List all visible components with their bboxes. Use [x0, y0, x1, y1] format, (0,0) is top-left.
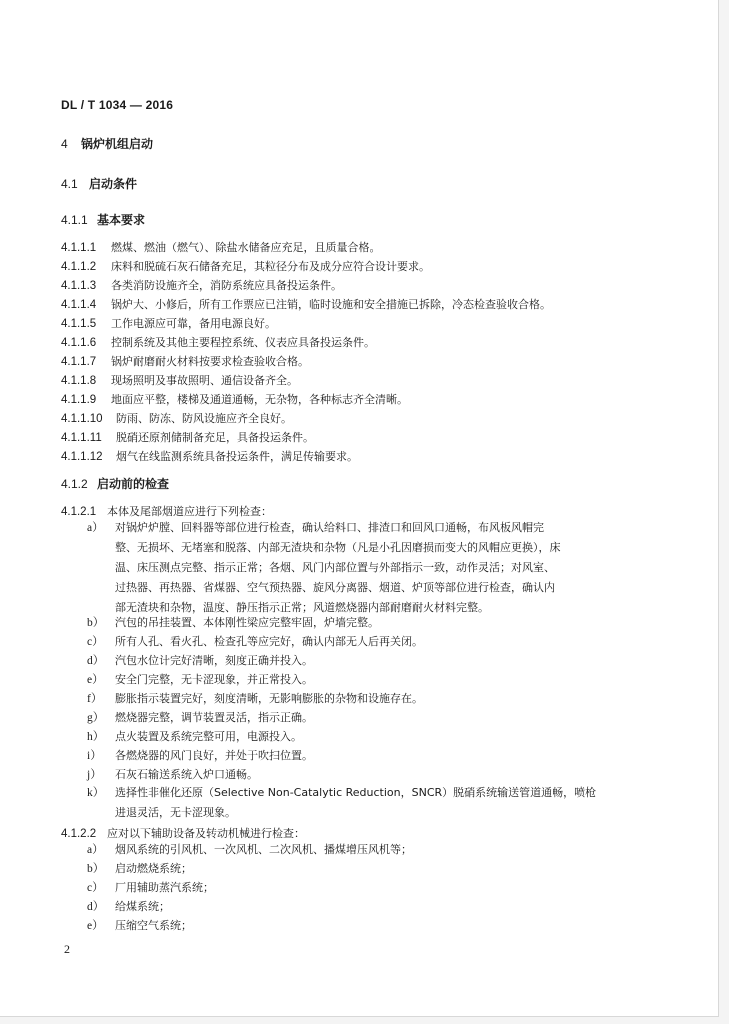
clause-number: 4.1.1.4: [61, 299, 97, 311]
list-item-d: [87, 897, 647, 917]
clause-4-1-1-9: [61, 392, 661, 407]
text-line: 所有人孔、看火孔、检查孔等应完好，确认内部无人后再关闭。: [115, 635, 423, 648]
list-label: j）: [87, 769, 102, 781]
clause-4-1-1-3: [61, 278, 661, 293]
text-line: 膨胀指示装置完好，刻度清晰，无影响膨胀的杂物和设施存在。: [115, 692, 423, 705]
clause-number: 4.1.2.1: [61, 506, 97, 518]
chapter-heading: [61, 135, 153, 152]
clause-number: 4.1.1.10: [61, 413, 103, 425]
clause-number: 4.1.1.11: [61, 432, 102, 444]
page-number: 2: [64, 942, 70, 956]
clause-number: 4.1.1.9: [61, 394, 97, 406]
clause-text: 脱硝还原剂储制备充足，具备投运条件。: [116, 431, 314, 444]
text-line: 点火装置及系统完整可用，电源投入。: [115, 730, 302, 743]
text-line: 安全门完整，无卡涩现象，并正常投入。: [115, 673, 313, 686]
list-label: c）: [87, 882, 104, 894]
text-line: 进退灵活，无卡涩现象。: [115, 806, 236, 819]
section-title: 启动条件: [89, 177, 138, 191]
list-label: h）: [87, 731, 105, 743]
clause-4-1-1-1: [61, 240, 661, 255]
clause-number: 4.1.1.2: [61, 261, 97, 273]
list-label: d）: [87, 655, 105, 667]
clause-4-1-1-10: [61, 411, 661, 426]
clause-text: 各类消防设施齐全，消防系统应具备投运条件。: [111, 279, 342, 292]
list-item-a: [87, 518, 647, 618]
list-item-h: [87, 727, 647, 747]
clause-4-1-1-6: [61, 335, 661, 350]
section-number: 4.1.2: [61, 477, 88, 491]
clause-4-1-1-12: [61, 449, 661, 464]
clause-text: 锅炉大、小修后，所有工作票应已注销，临时设施和安全措施已拆除，冷态检查验收合格。: [111, 298, 551, 311]
clause-4-1-1-2: [61, 259, 661, 274]
list-item-e: [87, 670, 647, 690]
section-heading-4-1-1: [61, 211, 145, 228]
list-label: g）: [87, 712, 105, 724]
clause-text: 地面应平整，楼梯及通道通畅，无杂物，各种标志齐全清晰。: [111, 393, 408, 406]
text-line: 压缩空气系统；: [115, 919, 192, 932]
clause-text: 现场照明及事故照明、通信设备齐全。: [111, 374, 298, 387]
clause-4-1-1-11: [61, 430, 661, 445]
text-line: 温、床压测点完整、指示正常；各烟、风门内部位置与外部指示一致，动作灵活；对风室、: [115, 561, 555, 574]
text-line: 整、无损坏、无堵塞和脱落、内部无渣块和杂物（凡是小孔因磨损而变大的风帽应更换），床: [115, 541, 561, 554]
text-line: 厂用辅助蒸汽系统；: [115, 881, 214, 894]
clause-text: 床料和脱硫石灰石储备充足，其粒径分布及成分应符合设计要求。: [111, 260, 430, 273]
text-line: 对锅炉炉膛、回料器等部位进行检查，确认给料口、排渣口和回风口通畅，布风板风帽完: [115, 521, 544, 534]
text-line: 选择性非催化还原（Selective Non-Catalytic Reduction，SNCR）脱硝系统输送管道通畅，喷枪: [115, 786, 597, 799]
list-item-k: [87, 783, 647, 823]
list-item-d: [87, 651, 647, 671]
text-line: 汽包的吊挂装置、本体刚性梁应完整牢固，炉墙完整。: [115, 616, 379, 629]
clause-text: 烟气在线监测系统具备投运条件，满足传输要求。: [116, 450, 358, 463]
list-label: c）: [87, 636, 104, 648]
clause-text: 锅炉耐磨耐火材料按要求检查验收合格。: [111, 355, 309, 368]
list-label: f）: [87, 693, 103, 705]
list-item-c: [87, 632, 647, 652]
clause-number: 4.1.1.3: [61, 280, 97, 292]
clause-number: 4.1.1.1: [61, 242, 97, 254]
clause-text: 控制系统及其他主要程控系统、仪表应具备投运条件。: [111, 336, 375, 349]
clause-text: 燃煤、燃油（燃气）、除盐水储备应充足，且质量合格。: [111, 241, 381, 254]
clause-4-1-1-5: [61, 316, 661, 331]
list-label: a）: [87, 522, 104, 534]
section-heading-4-1-2: [61, 475, 169, 492]
section-title: 基本要求: [97, 213, 146, 227]
list-item-j: [87, 765, 647, 785]
text-line: 过热器、再热器、省煤器、空气预热器、旋风分离器、烟道、炉顶等部位进行检查，确认内: [115, 581, 555, 594]
clause-text: 本体及尾部烟道应进行下列检查：: [107, 505, 272, 518]
clause-4-1-2-1: [61, 504, 272, 519]
text-line: 石灰石输送系统入炉口通畅。: [115, 768, 258, 781]
clause-number: 4.1.1.8: [61, 375, 97, 387]
list-item-f: [87, 689, 647, 709]
text-line: 给煤系统；: [115, 900, 170, 913]
clause-text: 工作电源应可靠，备用电源良好。: [111, 317, 276, 330]
clause-4-1-1-8: [61, 373, 661, 388]
clause-4-1-1-4: [61, 297, 661, 312]
list-item-i: [87, 746, 647, 766]
section-number: 4.1.1: [61, 213, 88, 227]
list-label: e）: [87, 674, 104, 686]
text-line: 烟风系统的引风机、一次风机、二次风机、播煤增压风机等；: [115, 843, 412, 856]
list-item-b: [87, 613, 647, 633]
clause-number: 4.1.2.2: [61, 828, 97, 840]
list-item-g: [87, 708, 647, 728]
list-item-e: [87, 916, 647, 936]
text-line: 各燃烧器的风门良好，并处于吹扫位置。: [115, 749, 313, 762]
list-item-c: [87, 878, 647, 898]
section-title: 启动前的检查: [97, 477, 170, 491]
clause-text: 应对以下辅助设备及转动机械进行检查：: [107, 827, 305, 840]
list-item-a: [87, 840, 647, 860]
text-line: 启动燃烧系统；: [115, 862, 192, 875]
list-text: [115, 518, 647, 618]
text-line: 燃烧器完整，调节装置灵活，指示正确。: [115, 711, 313, 724]
text-line: 部无渣块和杂物，温度、静压指示正常；风道燃烧器内部耐磨耐火材料完整。: [115, 601, 489, 614]
clause-text: 防雨、防冻、防风设施应齐全良好。: [116, 412, 292, 425]
text-line: 汽包水位计完好清晰，刻度正确并投入。: [115, 654, 313, 667]
clause-number: 4.1.1.5: [61, 318, 97, 330]
clause-4-1-1-7: [61, 354, 661, 369]
list-item-b: [87, 859, 647, 879]
clause-number: 4.1.1.12: [61, 451, 103, 463]
list-label: b）: [87, 863, 105, 875]
clause-4-1-2-2: [61, 826, 305, 841]
section-heading-4-1: [61, 175, 137, 192]
chapter-title: 锅炉机组启动: [81, 137, 154, 151]
list-label: i）: [87, 750, 102, 762]
list-label: b）: [87, 617, 105, 629]
clause-number: 4.1.1.7: [61, 356, 97, 368]
list-label: d）: [87, 901, 105, 913]
standard-code: DL / T 1034 — 2016: [61, 98, 174, 112]
list-label: e）: [87, 920, 104, 932]
clause-number: 4.1.1.6: [61, 337, 97, 349]
list-label: a）: [87, 844, 104, 856]
list-label: k）: [87, 787, 105, 799]
chapter-number: 4: [61, 137, 68, 151]
section-number: 4.1: [61, 177, 78, 191]
